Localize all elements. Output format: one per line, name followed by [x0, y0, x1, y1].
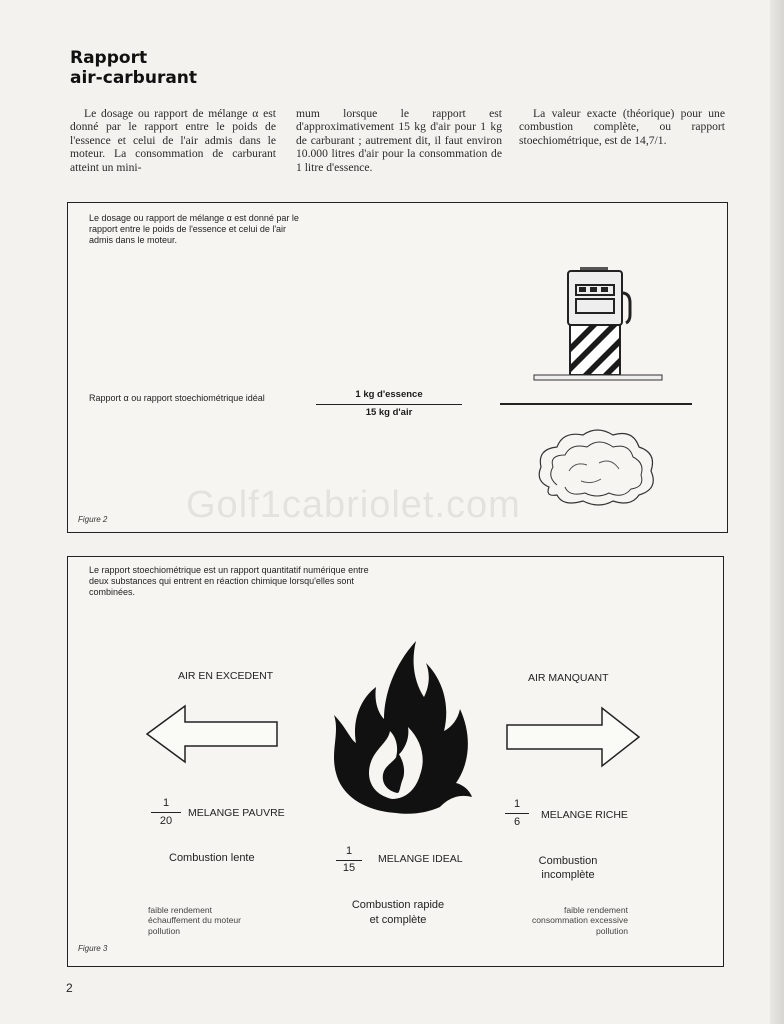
right-combustion-line-1: Combustion: [538, 855, 598, 867]
left-effects: [148, 905, 241, 936]
right-effect-2: consommation excessive: [531, 915, 628, 926]
left-combustion: Combustion lente: [169, 852, 255, 864]
fraction-denominator: 15 kg d'air: [365, 407, 413, 418]
left-fraction-bar: [151, 812, 181, 813]
right-effect-3: pollution: [595, 925, 628, 936]
center-fraction-den: 15: [342, 862, 356, 874]
title-line-1: Rapport: [70, 48, 148, 68]
flame-icon: [326, 635, 476, 815]
body-column-1: [70, 107, 276, 174]
right-effects: [488, 905, 628, 936]
body-paragraph-1: Le dosage ou rapport de mélange α est donné par le rapport entre le poids de l'essence et celui de l'air admis dans le moteur. La consommation de carburant atteint un mini-: [70, 107, 276, 174]
left-effect-1: faible rendement: [148, 905, 213, 915]
air-missing-heading: AIR MANQUANT: [528, 672, 609, 684]
right-fraction-bar: [505, 813, 529, 814]
center-combustion-line-1: Combustion rapide: [351, 899, 445, 911]
figure-3-caption: Figure 3: [78, 944, 108, 953]
arrow-right-icon: [506, 707, 640, 767]
page-title: [70, 48, 197, 88]
pump-ground-line: [500, 403, 692, 405]
right-combustion: [513, 854, 623, 882]
right-fraction-num: 1: [513, 798, 521, 810]
watermark: Golf1cabriolet.com: [186, 484, 521, 526]
fuel-pump-icon: [530, 265, 665, 385]
fraction-numerator: 1 kg d'essence: [355, 389, 423, 400]
center-combustion: [338, 898, 458, 928]
page-binding-edge: [770, 0, 784, 1024]
left-mix-label: MELANGE PAUVRE: [188, 807, 285, 819]
center-fraction-num: 1: [345, 845, 353, 857]
figure-3-box: [67, 556, 724, 967]
page-number: 2: [66, 981, 73, 995]
figure-3-intro: Le rapport stoechiométrique est un rapport quantitatif numérique entre deux substances qui entrent en réaction chimique lorsqu'elles sont combinées.: [89, 565, 369, 597]
body-paragraph-3: La valeur exacte (théorique) pour une combustion complète, ou rapport stoechiométrique, est de 14,7/1.: [519, 107, 725, 147]
figure-2-intro: Le dosage ou rapport de mélange α est donné par le rapport entre le poids de l'essence et celui de l'air admis dans le moteur.: [89, 213, 299, 245]
center-mix-label: MELANGE IDEAL: [378, 853, 463, 865]
air-cloud-icon: [535, 425, 659, 507]
title-line-2: air-carburant: [70, 68, 198, 88]
arrow-left-icon: [146, 705, 278, 763]
body-paragraph-2: mum lorsque le rapport est d'approximativement 15 kg d'air pour 1 kg de carburant ; autrement dit, il faut environ 10.000 litres d'air pour la consommation de 1 litre d'essence.: [296, 107, 502, 174]
left-fraction-num: 1: [162, 797, 170, 809]
center-combustion-line-2: et complète: [369, 914, 427, 926]
left-effect-2: échauffement du moteur: [148, 915, 241, 926]
left-effect-3: pollution: [148, 925, 181, 936]
ratio-label: Rapport α ou rapport stoechiométrique idéal: [89, 393, 265, 403]
figure-2-caption: Figure 2: [78, 515, 108, 524]
air-excess-heading: AIR EN EXCEDENT: [178, 670, 274, 682]
body-column-2: [296, 107, 502, 174]
fraction-bar: [316, 404, 462, 405]
right-mix-label: MELANGE RICHE: [541, 809, 628, 821]
body-column-3: [519, 107, 725, 147]
center-fraction-bar: [336, 860, 362, 861]
right-effect-1: faible rendement: [563, 905, 628, 915]
right-combustion-line-2: incomplète: [541, 869, 595, 881]
right-fraction-den: 6: [513, 816, 521, 828]
left-fraction-den: 20: [159, 815, 173, 827]
